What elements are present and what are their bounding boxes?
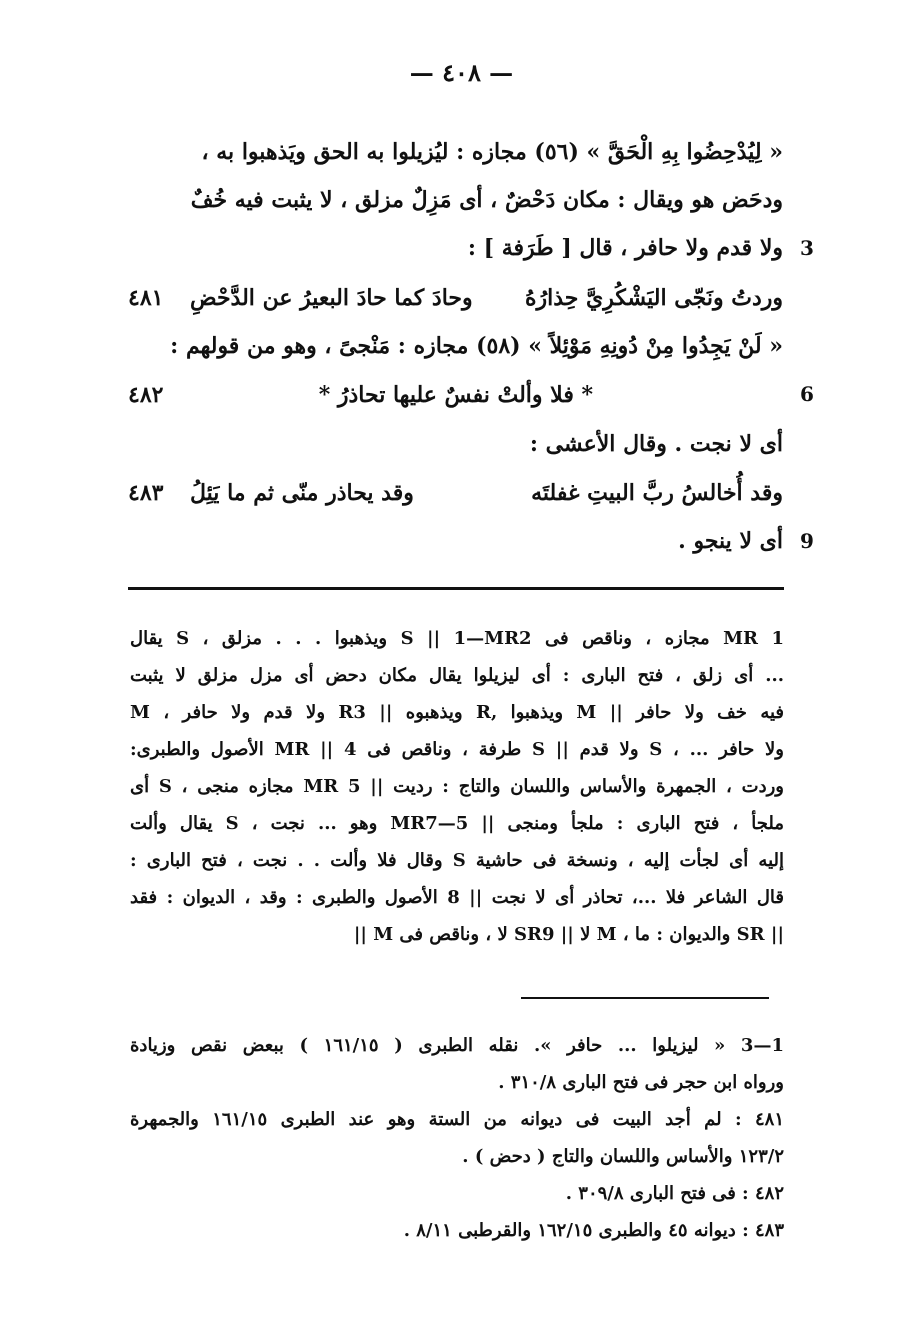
text-line-5: « لَنْ يَجِدُوا مِنْ دُونِهِ مَوْئِلاً » (٥٨) مجازه : مَنْجىً ، وهو من قولهم : (170, 333, 783, 359)
notes-divider (521, 997, 769, 999)
note-line-5: ٤٨٢ : فى فتح البارى ٣٠٩/٨ . (565, 1183, 784, 1204)
note-line-3: ٤٨١ : لم أجد البيت فى ديوانه من الستة وهو عند الطبرى ١٦١/١٥ والجمهرة (130, 1109, 784, 1130)
verse-481-number: ٤٨١ (128, 285, 164, 311)
apparatus-line-3: فيه خف ولا حافر || M ويذهبوا ,R ويذهبوه || R3 ولا قدم ولا حافر ، M (130, 702, 784, 723)
apparatus-line-6: ملجأ ، فتح البارى : ملجأ ومنجى || 5—MR7 وهو ... نجت ، S يقال وألت (130, 813, 784, 834)
page-number: — ٤٠٨ — (409, 58, 514, 87)
note-line-2: ورواه ابن حجر فى فتح البارى ٣١٠/٨ . (498, 1072, 784, 1093)
verse-482-number: ٤٨٢ (128, 382, 164, 408)
text-line-9: أى لا ينجو . (678, 528, 783, 554)
verse-481-first-hemistich: وردتُ ونَجّى اليَشْكُرِيَّ حِذارُهُ (524, 285, 783, 311)
verse-483 (128, 469, 783, 517)
text-line-2: ودحَض هو ويقال : مكان دَحْضٌ ، أى مَزِلٌ مزلق ، لا يثبت فيه خُفٌ (190, 187, 783, 213)
note-line-6: ٤٨٣ : ديوانه ٤٥ والطبرى ١٦٢/١٥ والقرطبى ٨/١١ . (403, 1220, 784, 1241)
text-line-3: ولا قدم ولا حافر ، قال [ طَرَفة ] : (467, 235, 783, 261)
apparatus-line-9: || SR والديوان : ما ، M لا || SR9 لا ، وناقص فى M || (353, 924, 784, 945)
apparatus-line-5: وردت ، الجمهرة والأساس واللسان والتاج : رديت || MR 5 مجازه منجى ، S أى (130, 776, 784, 797)
text-line-7: أى لا نجت . وقال الأعشى : (529, 431, 783, 457)
verse-481 (128, 274, 783, 322)
note-line-4: ١٢٣/٢ والأساس واللسان والتاج ( دحض ) . (462, 1146, 784, 1167)
verse-482 (128, 371, 783, 419)
verse-483-second-hemistich: وقد يحاذر منّى ثم ما يَئِلُ (190, 480, 414, 506)
margin-line-number-9: 9 (800, 529, 814, 553)
apparatus-line-1: 1 MR مجازه ، وناقص فى S || 1—MR2 ويذهبوا . . . مزلق ، S يقال (130, 628, 784, 649)
verse-482-hemistich: * فلا وألتْ نفسٌ عليها تحاذرُ * (318, 382, 593, 408)
apparatus-divider (128, 587, 784, 590)
margin-line-number-3: 3 (800, 236, 814, 260)
margin-line-number-6: 6 (800, 382, 814, 406)
apparatus-line-8: قال الشاعر فلا ...، تحاذر أى لا نجت || 8 الأصول والطبرى : وقد ، الديوان : فقد (130, 887, 784, 908)
apparatus-line-7: إليه أى لجأت إليه ، ونسخة فى حاشية S وقال فلا وألت . . نجت ، فتح البارى : (130, 850, 784, 871)
verse-483-number: ٤٨٣ (128, 480, 164, 506)
verse-483-first-hemistich: وقد أُخالسُ ربَّ البيتِ غفلتَه (531, 480, 783, 506)
apparatus-line-2: ... أى زلق ، فتح البارى : أى ليزيلوا يقال مكان دحض أى مزل مزلق لا يثبت (130, 665, 784, 686)
note-line-1: 1—3 « ليزيلوا ... حافر ». نقله الطبرى ( ١٦١/١٥ ) ببعض نقص وزيادة (130, 1035, 784, 1056)
verse-481-second-hemistich: وحادَ كما حادَ البعيرُ عن الدَّحْضِ (190, 285, 473, 311)
text-line-1: « لِيُدْحِضُوا بِهِ الْحَقَّ » (٥٦) مجازه : ليُزيلوا به الحق ويَذهبوا به ، (201, 139, 783, 165)
apparatus-line-4: ولا حافر ... ، S ولا قدم || S طرفة ، وناقص فى MR || 4 الأصول والطبرى: (130, 739, 784, 760)
